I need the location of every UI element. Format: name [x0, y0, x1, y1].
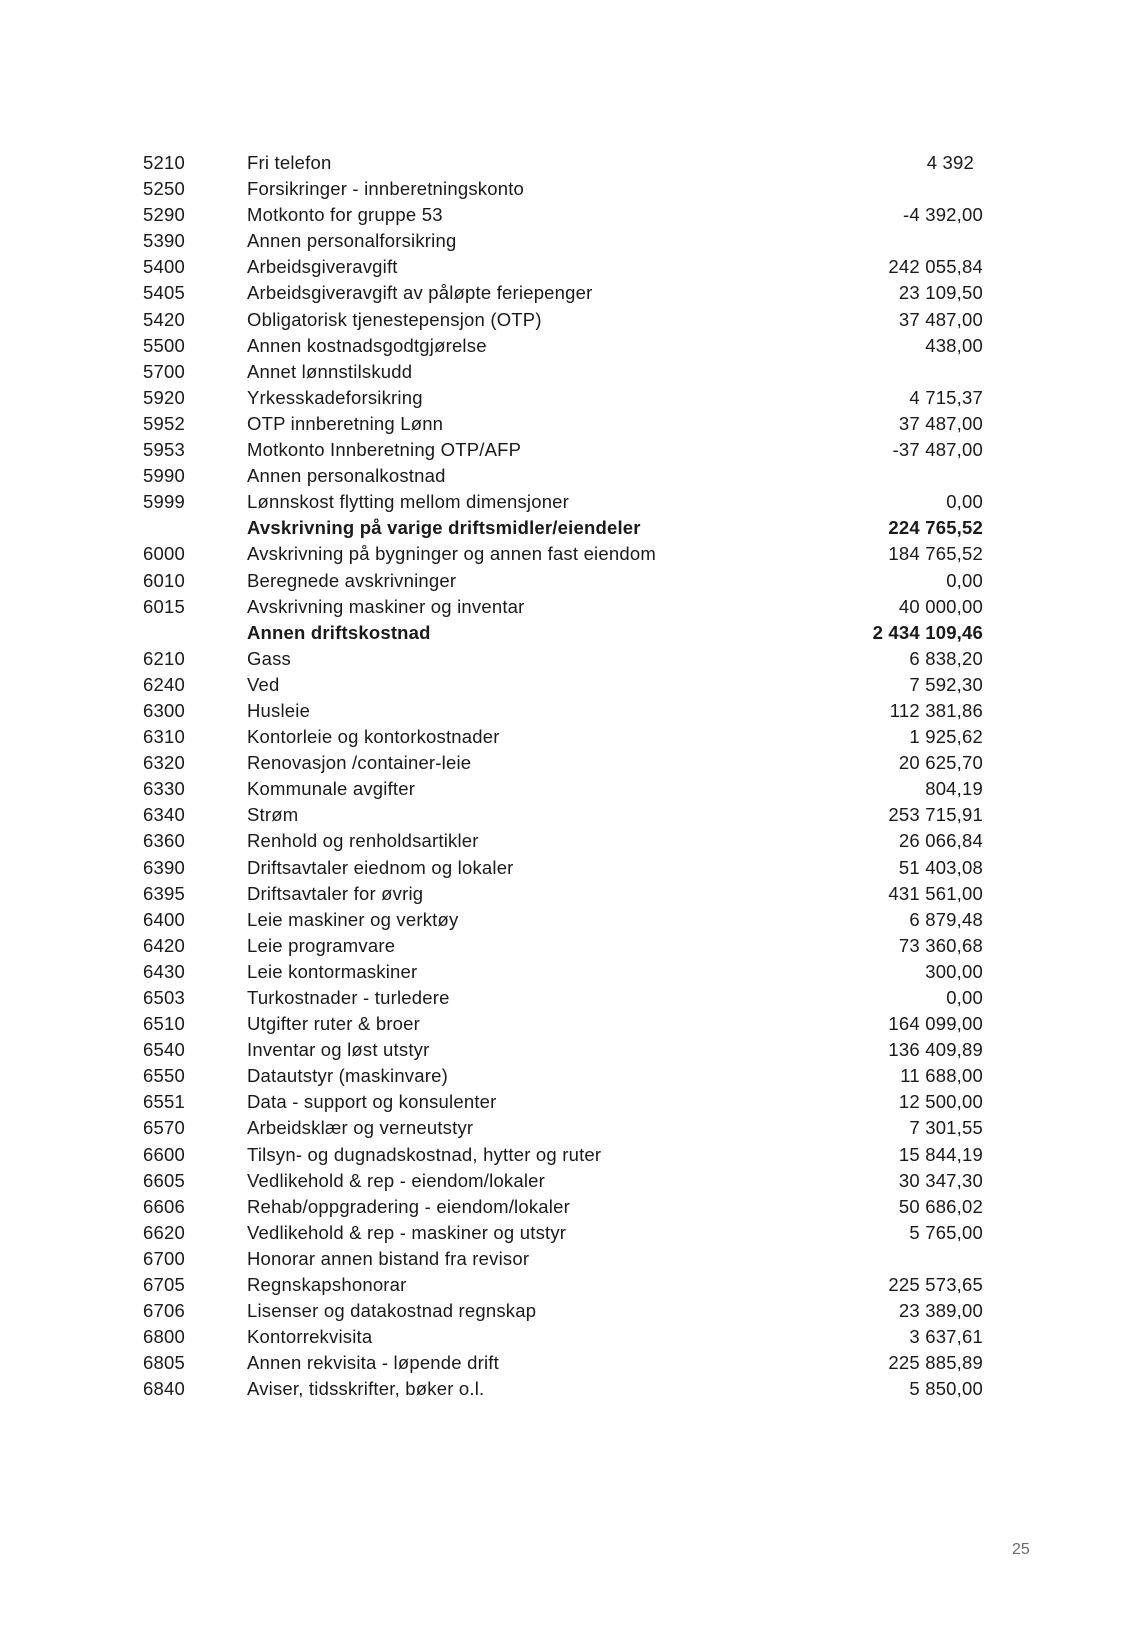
account-code: 5210 — [143, 152, 185, 173]
account-description: Obligatorisk tjenestepensjon (OTP) — [247, 308, 542, 330]
account-amount: 6 838,20 — [909, 647, 983, 669]
account-description: Utgifter ruter & broer — [247, 1013, 421, 1035]
account-code: 5420 — [143, 308, 185, 330]
account-description: Annet lønnstilskudd — [247, 360, 413, 382]
account-amount: 23 389,00 — [898, 1300, 983, 1322]
account-description: Kommunale avgifter — [247, 778, 416, 800]
account-code: 6550 — [143, 1065, 185, 1087]
account-code: 6395 — [143, 882, 185, 904]
table-row — [143, 1272, 983, 1298]
account-amount: 136 409,89 — [888, 1039, 983, 1061]
table-row — [143, 411, 983, 437]
account-code: 6606 — [143, 1195, 185, 1217]
account-amount: 804,19 — [925, 778, 983, 800]
account-description: Leie programvare — [247, 934, 396, 956]
account-code: 6620 — [143, 1221, 185, 1243]
account-description: Data - support og konsulenter — [247, 1091, 497, 1113]
account-description: Vedlikehold & rep - eiendom/lokaler — [247, 1169, 546, 1191]
table-row — [143, 959, 983, 985]
table-row — [143, 463, 983, 489]
account-code: 6430 — [143, 960, 185, 982]
account-description: Avskrivning på bygninger og annen fast eiendom — [247, 543, 656, 565]
account-code: 6210 — [143, 647, 185, 669]
account-code: 6570 — [143, 1117, 185, 1139]
account-description: OTP innberetning Lønn — [247, 412, 444, 434]
account-description: Gass — [247, 647, 291, 669]
account-code: 6600 — [143, 1143, 185, 1165]
account-description: Driftsavtaler for øvrig — [247, 882, 424, 904]
account-description: Avskrivning på varige driftsmidler/eiendeler — [247, 517, 641, 539]
account-description: Renhold og renholdsartikler — [247, 830, 479, 852]
account-amount: 26 066,84 — [898, 830, 983, 852]
subtotal-row — [143, 620, 983, 646]
account-code: 5500 — [143, 334, 185, 356]
account-code: 6010 — [143, 569, 185, 591]
account-code: 5290 — [143, 204, 185, 226]
account-code: 5920 — [143, 386, 185, 408]
account-amount: -37 487,00 — [892, 439, 983, 461]
account-code: 6510 — [143, 1013, 185, 1035]
account-description: Annen personalkostnad — [247, 465, 446, 487]
table-row — [143, 228, 983, 254]
account-code: 6840 — [143, 1378, 185, 1400]
table-row — [143, 254, 983, 280]
table-row — [143, 1063, 983, 1089]
account-amount: 4 392 — [926, 152, 974, 173]
account-amount: 5 850,00 — [909, 1378, 983, 1400]
account-code: 5990 — [143, 465, 185, 487]
account-code: 6706 — [143, 1300, 185, 1322]
account-amount: 431 561,00 — [888, 882, 983, 904]
account-description: Driftsavtaler eiednom og lokaler — [247, 856, 514, 878]
table-row — [143, 1376, 983, 1402]
account-amount: 15 844,19 — [898, 1143, 983, 1165]
account-code: 6800 — [143, 1326, 185, 1348]
account-description: Honorar annen bistand fra revisor — [247, 1247, 530, 1269]
account-amount: 224 765,52 — [888, 517, 983, 539]
account-description: Motkonto Innberetning OTP/AFP — [247, 439, 522, 461]
table-row — [143, 437, 983, 463]
account-amount: 242 055,84 — [888, 256, 983, 278]
account-amount: -4 392,00 — [903, 204, 983, 226]
table-row — [143, 1115, 983, 1141]
account-code: 5999 — [143, 491, 185, 513]
account-amount: 3 637,61 — [909, 1326, 983, 1348]
account-description: Turkostnader - turledere — [247, 987, 450, 1008]
account-description: Strøm — [247, 804, 299, 826]
account-description: Lisenser og datakostnad regnskap — [247, 1300, 537, 1322]
account-description: Annen driftskostnad — [247, 621, 431, 643]
account-description: Leie maskiner og verktøy — [247, 908, 459, 930]
account-code: 5390 — [143, 230, 185, 252]
table-row — [143, 176, 983, 202]
account-code: 6330 — [143, 778, 185, 800]
account-description: Ved — [247, 673, 280, 695]
account-code: 5700 — [143, 360, 185, 382]
account-description: Tilsyn- og dugnadskostnad, hytter og ruter — [247, 1143, 602, 1165]
account-code: 5400 — [143, 256, 185, 278]
table-row — [143, 568, 983, 594]
account-code: 6015 — [143, 595, 185, 617]
account-description: Leie kontormaskiner — [247, 960, 418, 982]
table-row — [143, 1298, 983, 1324]
account-description: Husleie — [247, 699, 311, 721]
table-row — [143, 776, 983, 802]
account-code: 6320 — [143, 752, 185, 774]
account-code: 6420 — [143, 934, 185, 956]
account-amount: 5 765,00 — [909, 1221, 983, 1243]
account-description: Kontorrekvisita — [247, 1326, 373, 1348]
table-row — [143, 802, 983, 828]
account-amount: 50 686,02 — [898, 1195, 983, 1217]
table-row — [143, 333, 983, 359]
table-row — [143, 698, 983, 724]
table-row — [143, 1089, 983, 1115]
account-code: 6240 — [143, 673, 185, 695]
account-description: Lønnskost flytting mellom dimensjoner — [247, 491, 570, 513]
account-amount: 0,00 — [946, 987, 983, 1008]
account-description: Fri telefon — [247, 152, 332, 173]
account-code: 6310 — [143, 726, 185, 748]
account-code: 6340 — [143, 804, 185, 826]
page-number: 25 — [1012, 1541, 1030, 1558]
table-row — [143, 724, 983, 750]
account-description: Annen kostnadsgodtgjørelse — [247, 334, 487, 356]
table-row — [143, 985, 983, 1011]
account-code: 6360 — [143, 830, 185, 852]
table-row — [143, 359, 983, 385]
account-code: 6540 — [143, 1039, 185, 1061]
table-row — [143, 202, 983, 228]
table-row — [143, 1324, 983, 1350]
account-amount: 112 381,86 — [889, 699, 983, 721]
account-amount: 73 360,68 — [898, 934, 983, 956]
table-row — [143, 750, 983, 776]
table-row — [143, 828, 983, 854]
account-code: 6605 — [143, 1169, 185, 1191]
account-amount: 1 925,62 — [909, 726, 983, 748]
account-description: Forsikringer - innberetningskonto — [247, 178, 525, 200]
account-description: Datautstyr (maskinvare) — [247, 1065, 448, 1087]
account-description: Arbeidsgiveravgift av påløpte feriepenger — [247, 282, 593, 304]
account-amount: 0,00 — [946, 491, 983, 513]
table-row — [143, 1142, 983, 1168]
account-description: Vedlikehold & rep - maskiner og utstyr — [247, 1221, 567, 1243]
account-description: Yrkesskadeforsikring — [247, 386, 423, 408]
account-amount: 20 625,70 — [898, 752, 983, 774]
table-row — [143, 1220, 983, 1246]
account-description: Renovasjon /container-leie — [247, 752, 472, 774]
table-row — [143, 646, 983, 672]
account-amount: 253 715,91 — [888, 804, 983, 826]
account-description: Rehab/oppgradering - eiendom/lokaler — [247, 1195, 570, 1217]
table-row — [143, 1246, 983, 1272]
account-amount: 164 099,00 — [888, 1013, 983, 1035]
account-amount: 7 301,55 — [909, 1117, 983, 1139]
table-row — [143, 1011, 983, 1037]
account-code: 5405 — [143, 282, 185, 304]
account-code: 6503 — [143, 987, 185, 1008]
table-row — [143, 541, 983, 567]
account-amount: 438,00 — [925, 334, 983, 356]
account-code: 6000 — [143, 543, 185, 565]
account-description: Arbeidsklær og verneutstyr — [247, 1117, 474, 1139]
table-row — [143, 150, 983, 176]
account-amount: 225 885,89 — [888, 1352, 983, 1374]
account-description: Avskrivning maskiner og inventar — [247, 595, 525, 617]
account-amount: 37 487,00 — [898, 412, 983, 434]
account-description: Annen personalforsikring — [247, 230, 457, 252]
account-amount: 7 592,30 — [909, 673, 983, 695]
table-row — [143, 1168, 983, 1194]
table-row — [143, 1350, 983, 1376]
account-description: Beregnede avskrivninger — [247, 569, 457, 591]
account-amount: 0,00 — [946, 569, 983, 591]
account-description: Arbeidsgiveravgift — [247, 256, 398, 278]
table-row — [143, 385, 983, 411]
table-row — [143, 1194, 983, 1220]
account-amount: 2 434 109,46 — [872, 621, 983, 643]
account-code: 6705 — [143, 1274, 185, 1296]
account-amount: 23 109,50 — [898, 282, 983, 304]
account-code: 5952 — [143, 412, 185, 434]
account-description: Annen rekvisita - løpende drift — [247, 1352, 499, 1374]
table-row — [143, 280, 983, 306]
account-description: Kontorleie og kontorkostnader — [247, 726, 500, 748]
account-amount: 37 487,00 — [898, 308, 983, 330]
account-amount: 4 715,37 — [909, 386, 983, 408]
table-row — [143, 489, 983, 515]
table-row — [143, 907, 983, 933]
account-description: Inventar og løst utstyr — [247, 1039, 430, 1061]
table-row — [143, 881, 983, 907]
account-description: Aviser, tidsskrifter, bøker o.l. — [247, 1378, 485, 1400]
account-amount: 40 000,00 — [898, 595, 983, 617]
table-row — [143, 307, 983, 333]
account-amount: 184 765,52 — [888, 543, 983, 565]
subtotal-row — [143, 515, 983, 541]
account-amount: 51 403,08 — [898, 856, 983, 878]
account-amount: 6 879,48 — [909, 908, 983, 930]
table-row — [143, 855, 983, 881]
account-amount: 30 347,30 — [898, 1169, 983, 1191]
account-amount: 11 688,00 — [900, 1065, 983, 1087]
account-amount: 225 573,65 — [888, 1274, 983, 1296]
account-code: 5250 — [143, 178, 185, 200]
account-code: 6700 — [143, 1247, 185, 1269]
account-description: Motkonto for gruppe 53 — [247, 204, 443, 226]
account-description: Regnskapshonorar — [247, 1274, 407, 1296]
account-code: 6400 — [143, 908, 185, 930]
account-code: 6805 — [143, 1352, 185, 1374]
table-row — [143, 1037, 983, 1063]
account-code: 5953 — [143, 439, 185, 461]
table-row — [143, 594, 983, 620]
table-row — [143, 933, 983, 959]
account-code: 6300 — [143, 699, 185, 721]
account-code: 6390 — [143, 856, 185, 878]
account-amount: 12 500,00 — [898, 1091, 983, 1113]
table-row — [143, 672, 983, 698]
account-code: 6551 — [143, 1091, 185, 1113]
account-ledger-table — [143, 150, 983, 1403]
account-amount: 300,00 — [925, 960, 983, 982]
